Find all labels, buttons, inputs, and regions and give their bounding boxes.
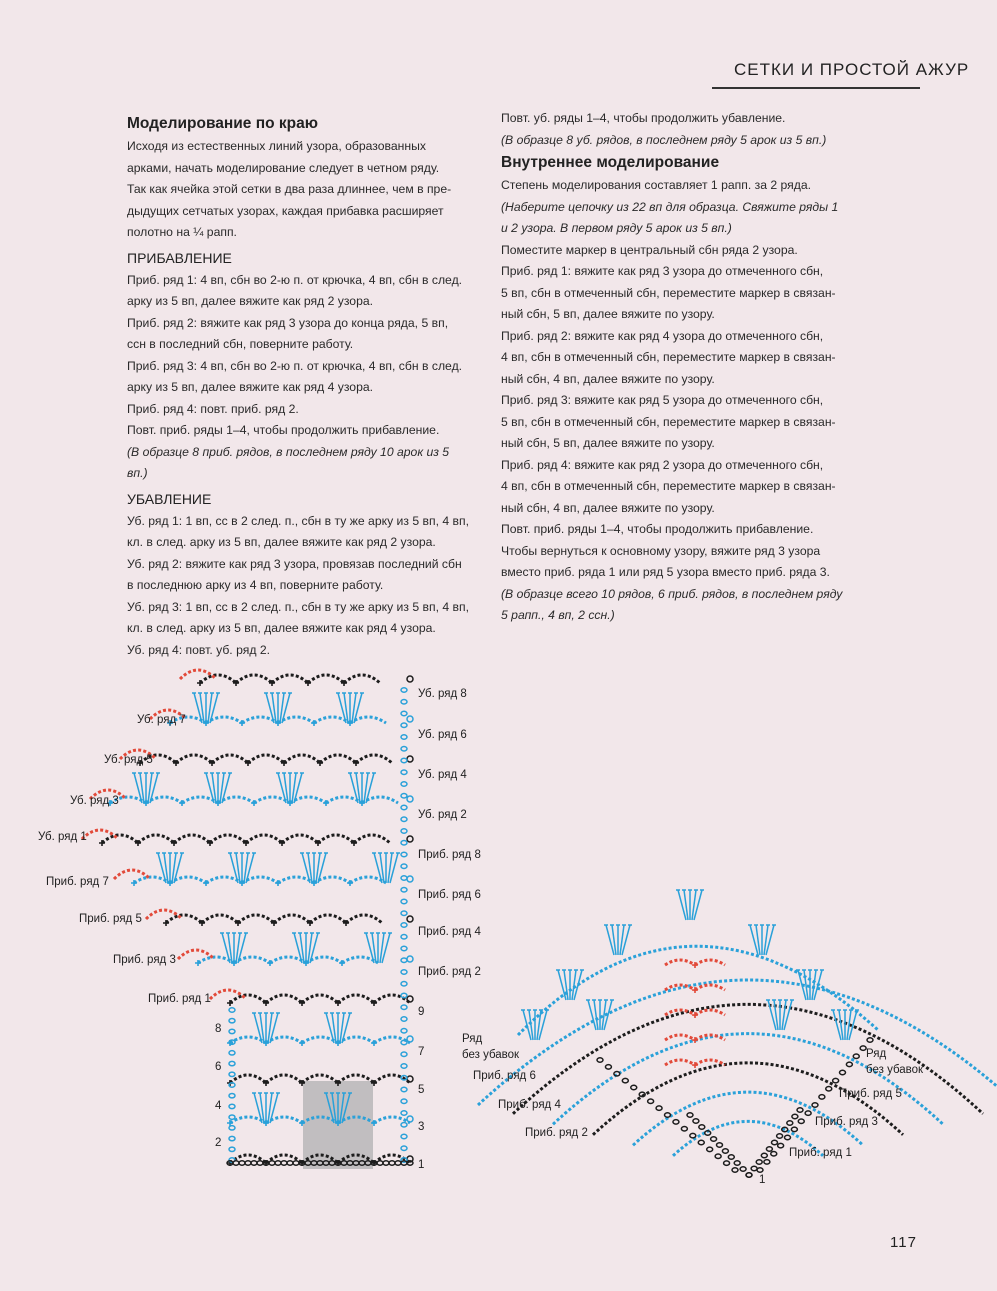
diagram-label: Приб. ряд 6 <box>418 889 481 901</box>
diagram-label: 1 <box>418 1159 425 1171</box>
chain-arc <box>246 835 282 843</box>
body-line: Приб. ряд 1: вяжите как ряд 3 узора до отмеченного сбн, <box>501 264 824 278</box>
note-line: (В образце всего 10 рядов, 6 приб. рядов, в последнем ряду <box>501 586 843 601</box>
increase-line: Повт. приб. ряды 1–4, чтобы продолжить прибавление. <box>127 423 440 437</box>
diagram-label: 5 <box>418 1084 425 1096</box>
chain-stitch <box>746 1173 752 1177</box>
diagram-label: Приб. ряд 4 <box>418 926 481 938</box>
body-line: Приб. ряд 2: вяжите как ряд 4 узора до отмеченного сбн, <box>501 328 824 343</box>
chain-arc <box>166 915 202 923</box>
intro-line: арками, начать моделирование следует в четном ряду. <box>127 160 440 175</box>
chain-stitch <box>401 735 407 739</box>
increase-line: арку из 5 вп, далее вяжите как ряд 2 узора. <box>127 294 374 308</box>
chain-stitch <box>867 1038 873 1042</box>
chain-stitch <box>401 794 407 798</box>
chain-arc <box>236 675 272 683</box>
chain-arc <box>266 995 302 1003</box>
chain-stitch <box>229 1029 235 1033</box>
chain-stitch <box>724 1161 730 1165</box>
diagram-label: Уб. ряд 5 <box>104 754 153 766</box>
chain-arc <box>284 755 320 763</box>
chain-arc <box>338 995 374 1003</box>
chain-arc <box>318 835 354 843</box>
body-line: Приб. ряд 4: вяжите как ряд 2 узора до отмеченного сбн, <box>501 457 824 472</box>
chain-arc <box>266 1155 302 1163</box>
diagram-label: без убавок <box>866 1064 924 1076</box>
chain-stitch <box>401 1111 407 1115</box>
chain-arc <box>266 1075 302 1083</box>
chain-stitch <box>239 1161 245 1165</box>
chain-stitch <box>401 993 407 997</box>
chain-stitch <box>656 1106 662 1110</box>
increase-note: (В образце 8 приб. рядов, в последнем ряду 10 арок из 5 вп.) <box>127 444 450 480</box>
chain-stitch <box>401 899 407 903</box>
chain-stitch <box>614 1072 620 1076</box>
chain-arc <box>665 1060 695 1065</box>
chain-stitch <box>275 1161 281 1165</box>
diagram-label: Уб. ряд 6 <box>418 729 467 741</box>
chain-stitch <box>401 1005 407 1009</box>
diagram-label: Приб. ряд 7 <box>46 876 109 888</box>
intro-line: Исходя из естественных линий узора, образованных <box>127 139 426 153</box>
diagram-label: Уб. ряд 2 <box>418 809 467 821</box>
chain-stitch <box>401 1134 407 1138</box>
decrease-line: кл. в след. арку из 5 вп, далее вяжите как ряд 4 узора. <box>127 621 436 635</box>
turning-chain <box>407 716 413 722</box>
chain-arc <box>354 835 390 843</box>
chain-stitch <box>401 852 407 856</box>
chain-stitch <box>785 1135 791 1139</box>
chain-stitch <box>251 1161 257 1165</box>
chain-stitch <box>705 1131 711 1135</box>
chain-stitch <box>681 1127 687 1131</box>
chain-stitch <box>740 1167 746 1171</box>
decrease-heading: УБАВЛЕНИЕ <box>127 490 212 507</box>
diagram-label: Приб. ряд 3 <box>815 1116 878 1128</box>
chain-stitch <box>722 1149 728 1153</box>
chain-arc <box>274 915 310 923</box>
chain-stitch <box>766 1147 772 1151</box>
chain-arc <box>238 915 274 923</box>
chain-stitch <box>751 1166 757 1170</box>
decrease-line: Уб. ряд 2: вяжите как ряд 3 узора, провязав последний сбн <box>127 556 462 571</box>
chain-arc <box>513 1004 983 1113</box>
chain-stitch <box>229 1147 235 1151</box>
chain-arc <box>212 755 248 763</box>
diagram-label: Уб. ряд 3 <box>70 795 119 807</box>
chain-stitch <box>401 876 407 880</box>
chain-stitch <box>401 841 407 845</box>
chain-stitch <box>229 1115 235 1119</box>
chain-stitch <box>229 1094 235 1098</box>
chain-stitch <box>401 829 407 833</box>
chain-stitch <box>389 1161 395 1165</box>
intro-line: Так как ячейка этой сетки в два раза длиннее, чем в пре- <box>127 182 452 196</box>
intro-line: полотно на ¼ рапп. <box>127 225 237 239</box>
chain-stitch <box>732 1168 738 1172</box>
decrease-line: Уб. ряд 3: 1 вп, сс в 2 след. п., сбн в ту же арку из 5 вп, 4 вп, <box>127 599 469 614</box>
chain-stitch <box>805 1111 811 1115</box>
body-line: Чтобы вернуться к основному узору, вяжите ряд 3 узора <box>501 543 821 558</box>
chain-arc <box>356 755 392 763</box>
chain-stitch <box>401 946 407 950</box>
chain-stitch <box>833 1078 839 1082</box>
chain-stitch <box>401 970 407 974</box>
chain-stitch <box>757 1168 763 1172</box>
chain-stitch <box>711 1137 717 1141</box>
chain-stitch <box>673 1120 679 1124</box>
chain-stitch <box>798 1119 804 1123</box>
increase-line: арку из 5 вп, далее вяжите как ряд 4 узора. <box>127 380 374 394</box>
chain-arc <box>302 995 338 1003</box>
chain-stitch <box>840 1070 846 1074</box>
diagram-label: 1 <box>759 1174 766 1186</box>
chain-stitch <box>229 1008 235 1012</box>
chain-stitch <box>401 700 407 704</box>
chain-stitch <box>257 1161 263 1165</box>
chain-stitch <box>401 688 407 692</box>
chain-arc <box>665 1010 695 1015</box>
diagram-label: 6 <box>215 1061 222 1073</box>
body-line: Приб. ряд 3: вяжите как ряд 5 узора до отмеченного сбн, <box>501 393 824 407</box>
chain-arc <box>346 915 382 923</box>
turning-chain <box>407 836 413 842</box>
continue-line: Повт. уб. ряды 1–4, чтобы продолжить убавление. <box>501 111 786 125</box>
increase-line: Приб. ряд 4: повт. приб. ряд 2. <box>127 401 299 416</box>
chain-stitch <box>605 1065 611 1069</box>
chain-stitch <box>401 1099 407 1103</box>
diagram-label: 3 <box>418 1121 425 1133</box>
chain-stitch <box>229 1072 235 1076</box>
decrease-line: кл. в след. арку из 5 вп, далее вяжите как ряд 2 узора. <box>127 535 436 549</box>
chain-stitch <box>401 888 407 892</box>
chain-stitch <box>690 1133 696 1137</box>
diagram-label: Ряд <box>866 1048 887 1060</box>
chain-stitch <box>401 923 407 927</box>
chain-stitch <box>734 1161 740 1165</box>
diagram-label: Ряд <box>462 1033 483 1045</box>
chain-arc <box>174 835 210 843</box>
body-line: 5 вп, сбн в отмеченный сбн, переместите маркер в связан- <box>501 414 836 429</box>
chain-stitch <box>401 958 407 962</box>
chain-stitch <box>777 1134 783 1138</box>
diagram-label: Приб. ряд 2 <box>418 966 481 978</box>
chain-stitch <box>281 1161 287 1165</box>
diagram-label: Приб. ряд 5 <box>79 913 142 925</box>
note-line: (Наберите цепочку из 22 вп для образца. Свяжите ряды 1 <box>501 199 839 214</box>
chain-stitch <box>772 1140 778 1144</box>
chain-stitch <box>229 1051 235 1055</box>
decrease-line: Уб. ряд 4: повт. уб. ряд 2. <box>127 642 270 657</box>
chain-arc <box>230 1075 266 1083</box>
turning-chain <box>407 916 413 922</box>
increase-line: ссн в последний сбн, поверните работу. <box>127 337 354 351</box>
body-line: 4 вп, сбн в отмеченный сбн, переместите маркер в связан- <box>501 479 836 493</box>
chain-arc <box>200 675 236 683</box>
chain-stitch <box>699 1125 705 1129</box>
diagram-label: Уб. ряд 1 <box>38 831 87 843</box>
diagram-label: Приб. ряд 1 <box>148 993 211 1005</box>
chain-stitch <box>401 864 407 868</box>
body-line: ный сбн, 5 вп, далее вяжите по узору. <box>501 307 715 321</box>
turning-chain <box>407 1116 413 1122</box>
chain-stitch <box>233 1161 239 1165</box>
chain-stitch <box>401 1017 407 1021</box>
chain-arc <box>478 980 997 1105</box>
body-line: Степень моделирования составляет 1 рапп. за 2 ряда. <box>501 178 812 192</box>
chain-stitch <box>287 1161 293 1165</box>
chain-stitch <box>383 1161 389 1165</box>
chain-stitch <box>707 1147 713 1151</box>
chain-stitch <box>229 1104 235 1108</box>
body-line: ный сбн, 5 вп, далее вяжите по узору. <box>501 436 715 450</box>
chain-stitch <box>764 1160 770 1164</box>
body-line: 5 вп, сбн в отмеченный сбн, переместите маркер в связан- <box>501 285 836 300</box>
chain-arc <box>230 995 266 1003</box>
chain-stitch <box>693 1119 699 1123</box>
diagram-label: 7 <box>418 1046 425 1058</box>
chain-arc <box>695 960 725 965</box>
diagram-label: Приб. ряд 5 <box>839 1088 902 1100</box>
diagram-label: Приб. ряд 2 <box>525 1127 588 1139</box>
chain-stitch <box>229 1136 235 1140</box>
diagram-label: 4 <box>215 1100 222 1112</box>
diagram-label: Уб. ряд 4 <box>418 769 467 781</box>
diagram-label: Уб. ряд 8 <box>418 688 467 700</box>
chain-stitch <box>812 1103 818 1107</box>
chain-arc <box>308 675 344 683</box>
chain-stitch <box>401 1087 407 1091</box>
increase-heading: ПРИБАВЛЕНИЕ <box>127 249 232 266</box>
turning-chain <box>407 676 413 682</box>
chain-stitch <box>293 1161 299 1165</box>
chain-stitch <box>401 817 407 821</box>
body-line: 4 вп, сбн в отмеченный сбн, переместите маркер в связан- <box>501 350 836 364</box>
chain-stitch <box>797 1108 803 1112</box>
intro-line: дыдущих сетчатых узорах, каждая прибавка расширяет <box>127 203 444 218</box>
chain-stitch <box>819 1095 825 1099</box>
chain-arc <box>695 985 725 990</box>
chain-stitch <box>791 1127 797 1131</box>
chain-stitch <box>401 770 407 774</box>
diagram-label: без убавок <box>462 1049 520 1061</box>
chain-stitch <box>597 1058 603 1062</box>
diagram-label: Приб. ряд 8 <box>418 849 481 861</box>
diagram-label: 2 <box>215 1137 222 1149</box>
chain-stitch <box>715 1154 721 1158</box>
diagram-label: 8 <box>215 1023 222 1035</box>
diagram-label: Приб. ряд 3 <box>113 954 176 966</box>
chain-stitch <box>245 1161 251 1165</box>
chain-arc <box>320 755 356 763</box>
chain-stitch <box>401 1064 407 1068</box>
chain-stitch <box>401 935 407 939</box>
decrease-note: (В образце 8 уб. рядов, в последнем ряду 5 арок из 5 вп.) <box>501 132 827 147</box>
chain-stitch <box>792 1114 798 1118</box>
chain-stitch <box>778 1143 784 1147</box>
chain-arc <box>665 960 695 965</box>
chain-arc <box>176 755 212 763</box>
note-line: 5 рапп., 4 вп, 2 ссн.) <box>501 608 615 622</box>
chain-stitch <box>229 1019 235 1023</box>
chain-stitch <box>401 1146 407 1150</box>
page-number: 117 <box>890 1234 917 1251</box>
chain-stitch <box>401 758 407 762</box>
chain-stitch <box>401 982 407 986</box>
diagram-label: Приб. ряд 6 <box>473 1070 536 1082</box>
diagram-label: Приб. ряд 4 <box>498 1099 561 1111</box>
chain-arc <box>272 675 308 683</box>
diagram-label: Уб. ряд 7 <box>137 714 186 726</box>
chain-stitch <box>622 1078 628 1082</box>
chain-arc <box>374 995 410 1003</box>
turning-chain <box>407 756 413 762</box>
body-line: вместо приб. ряда 1 или ряд 5 узора вместо приб. ряда 3. <box>501 565 830 579</box>
increase-line: Приб. ряд 1: 4 вп, сбн во 2-ю п. от крючка, 4 вп, сбн в след. <box>127 272 463 287</box>
inner-shaping-heading: Внутреннее моделирование <box>501 154 720 171</box>
chain-arc <box>248 755 284 763</box>
chain-stitch <box>401 1052 407 1056</box>
chain-arc <box>310 915 346 923</box>
chain-stitch <box>269 1161 275 1165</box>
chain-stitch <box>698 1140 704 1144</box>
chain-stitch <box>756 1160 762 1164</box>
increase-line: Приб. ряд 3: 4 вп, сбн во 2-ю п. от крючка, 4 вп, сбн в след. <box>127 358 463 373</box>
chain-stitch <box>401 1161 407 1165</box>
chain-arc <box>344 675 380 683</box>
chain-stitch <box>401 1123 407 1127</box>
chain-stitch <box>771 1152 777 1156</box>
chain-stitch <box>229 1126 235 1130</box>
chain-stitch <box>853 1054 859 1058</box>
chain-stitch <box>401 1040 407 1044</box>
note-line: и 2 узора. В первом ряду 5 арок из 5 вп.) <box>501 221 732 235</box>
chain-stitch <box>401 711 407 715</box>
chain-arc <box>102 835 138 843</box>
body-line: Повт. приб. ряды 1–4, чтобы продолжить прибавление. <box>501 522 814 536</box>
chain-arc <box>210 835 246 843</box>
body-line: ный сбн, 4 вп, далее вяжите по узору. <box>501 371 715 386</box>
chain-stitch <box>401 1029 407 1033</box>
chain-stitch <box>395 1161 401 1165</box>
decrease-line: Уб. ряд 1: 1 вп, сс в 2 след. п., сбн в ту же арку из 5 вп, 4 вп, <box>127 513 469 528</box>
turning-chain <box>407 956 413 962</box>
chain-arc <box>138 835 174 843</box>
chain-arc <box>665 1035 695 1040</box>
chain-stitch <box>631 1085 637 1089</box>
edge-shaping-heading: Моделирование по краю <box>127 115 318 132</box>
body-line: Поместите маркер в центральный сбн ряда 2 узора. <box>501 242 798 257</box>
chain-arc <box>202 915 238 923</box>
section-title: СЕТКИ И ПРОСТОЙ АЖУР <box>734 60 970 79</box>
chain-stitch <box>401 782 407 786</box>
chain-arc <box>695 1010 725 1015</box>
diagram-label: Приб. ряд 1 <box>789 1147 852 1159</box>
turning-chain <box>407 876 413 882</box>
chain-stitch <box>826 1087 832 1091</box>
chain-stitch <box>846 1062 852 1066</box>
chain-stitch <box>761 1153 767 1157</box>
chain-stitch <box>377 1161 383 1165</box>
chain-stitch <box>401 723 407 727</box>
chain-stitch <box>401 805 407 809</box>
body-line: ный сбн, 4 вп, далее вяжите по узору. <box>501 500 715 515</box>
diagram-label: 9 <box>418 1006 425 1018</box>
chain-stitch <box>665 1113 671 1117</box>
turning-chain <box>407 796 413 802</box>
increase-line: Приб. ряд 2: вяжите как ряд 3 узора до конца ряда, 5 вп, <box>127 315 449 330</box>
chain-arc <box>282 835 318 843</box>
chain-stitch <box>687 1113 693 1117</box>
chain-stitch <box>728 1155 734 1159</box>
chain-stitch <box>401 911 407 915</box>
chain-stitch <box>401 747 407 751</box>
chain-stitch <box>648 1099 654 1103</box>
turning-chain <box>407 1036 413 1042</box>
chain-stitch <box>717 1143 723 1147</box>
decrease-line: в последнюю арку из 4 вп, поверните работу. <box>127 578 384 592</box>
chain-stitch <box>787 1121 793 1125</box>
chain-stitch <box>229 1061 235 1065</box>
